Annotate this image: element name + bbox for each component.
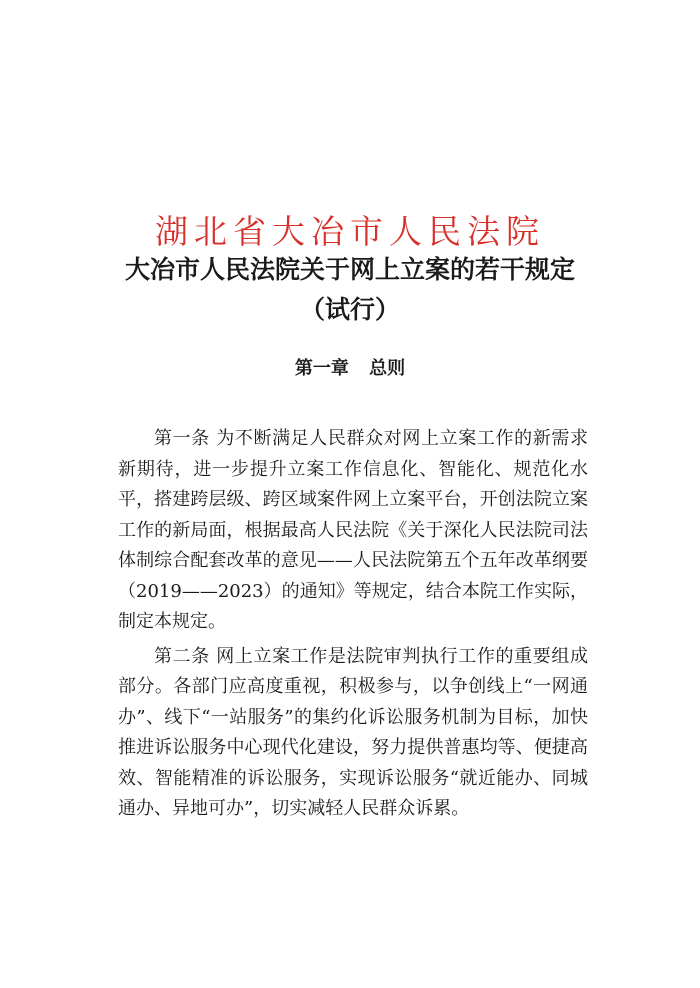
article-1-paragraph: 第一条 为不断满足人民群众对网上立案工作的新需求新期待，进一步提升立案工作信息化、智能化、规范化水平，搭建跨层级、跨区域案件网上立案平台，开创法院立案工作的新局面，根据最高人民法院《关于深化人民法院司法体制综合配套改革的意见——人民法院第五个五年改革纲要（2019——2023）的通知》等规定，结合本院工作实际，制定本规定。 xyxy=(118,428,588,632)
article-2-paragraph: 第二条 网上立案工作是法院审判执行工作的重要组成部分。各部门应高度重视，积极参与，以争创线上“一网通办”、线下“一站服务”的集约化诉讼服务机制为目标，加快推进诉讼服务中心现代化建设，努力提供普惠均等、便捷高效、智能精准的诉讼服务，实现诉讼服务“就近能办、同城通办、异地可办”，切实减轻人民群众诉累。 xyxy=(118,645,588,819)
document-body xyxy=(118,424,588,829)
chapter-heading: 第一章 总则 xyxy=(294,358,406,379)
issuer-header: 湖北省大冶市人民法院 xyxy=(155,212,545,251)
document-title: 大冶市人民法院关于网上立案的若干规定 xyxy=(124,255,575,284)
document-subtitle: （试行） xyxy=(299,295,400,324)
